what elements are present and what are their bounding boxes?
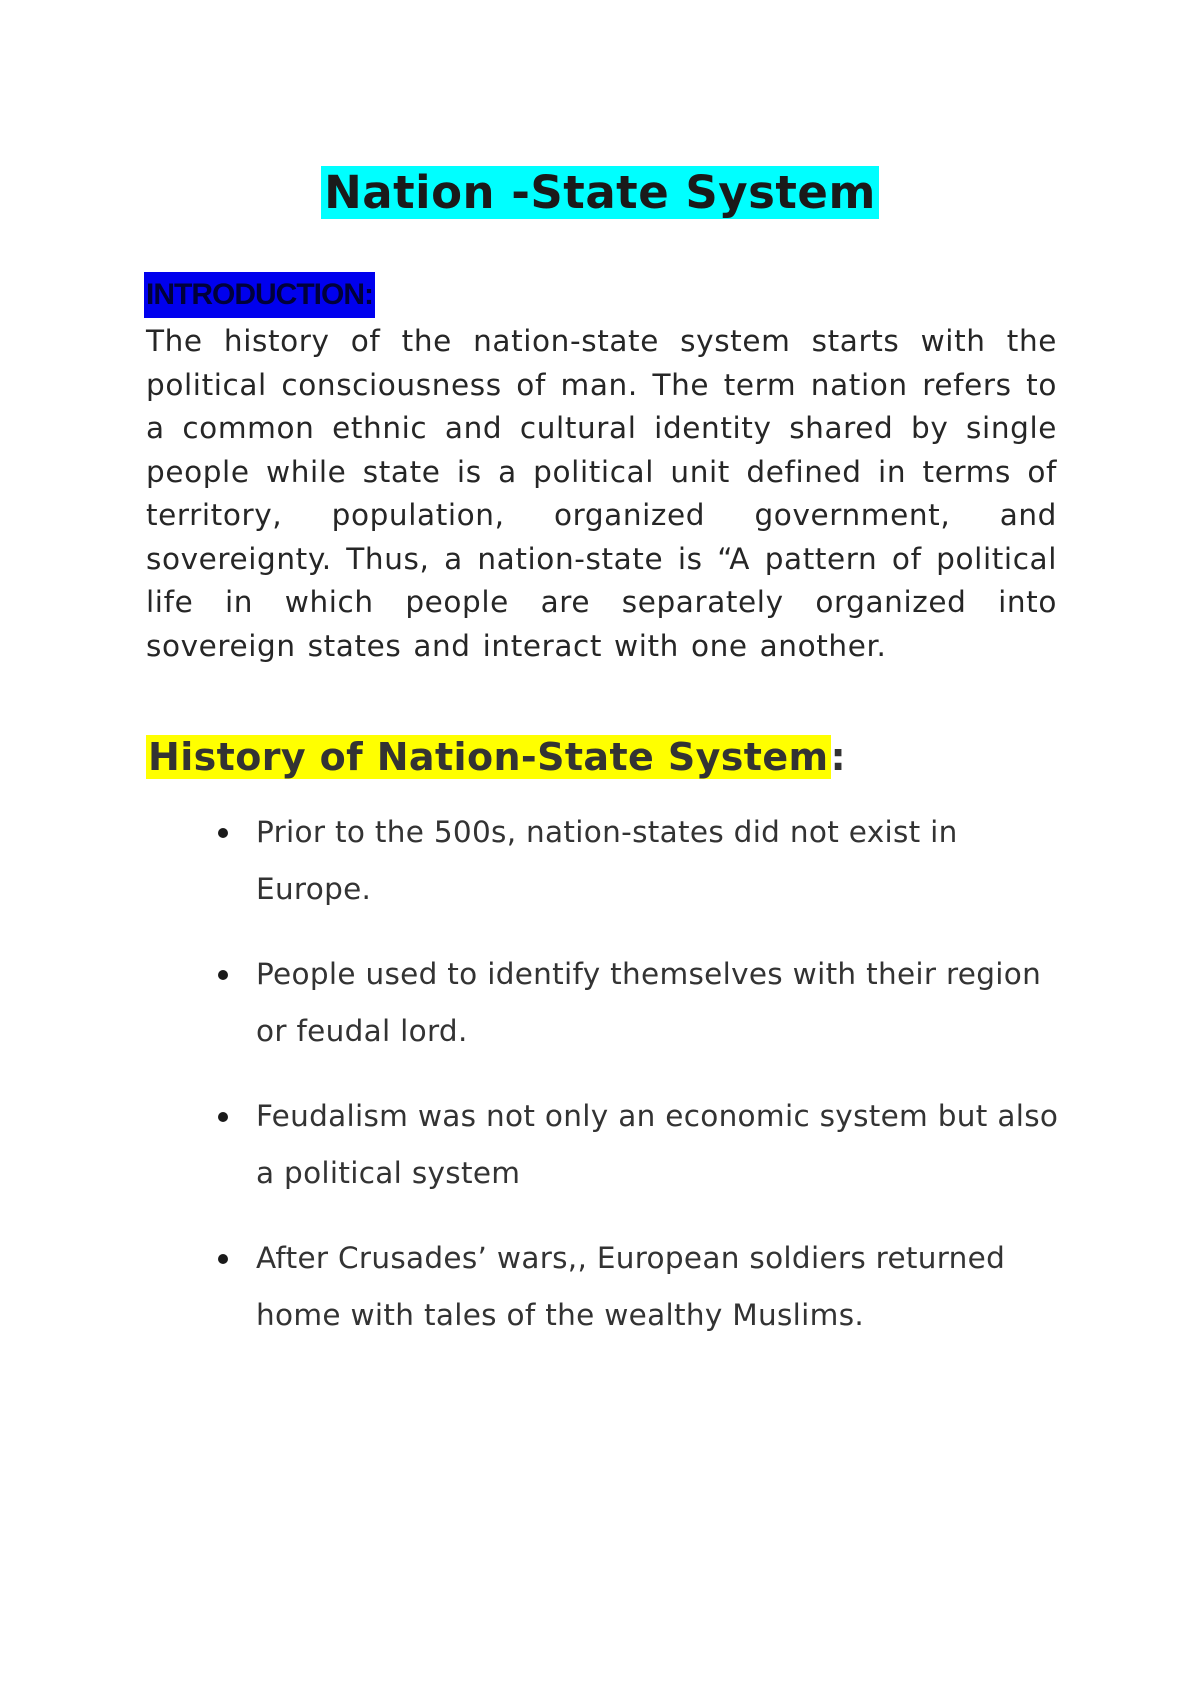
history-bullet-list	[146, 804, 1066, 1372]
list-item	[146, 1230, 1066, 1344]
history-heading-colon: :	[830, 735, 847, 779]
bullet-text: After Crusades’ wars,, European soldiers returned home with tales of the wealthy Muslims.	[256, 1241, 1006, 1332]
bullet-text: Feudalism was not only an economic system but also a political system	[256, 1099, 1059, 1190]
bullet-icon	[218, 828, 228, 838]
list-item	[146, 804, 1066, 918]
bullet-icon	[218, 1254, 228, 1264]
introduction-paragraph: The history of the nation-state system starts with the political consciousness of man. The term nation refers to a common ethnic and cultural identity shared by single people while state is a political unit defined in terms of territory, population, organized government, and sovereignty. Thus, a nation-state is “A pattern of political life in which people are separately organized into sovereign states and interact with one another.	[146, 324, 1057, 663]
list-item	[146, 946, 1066, 1060]
document-title: Nation -State System	[321, 166, 879, 219]
bullet-text: People used to identify themselves with their region or feudal lord.	[256, 957, 1042, 1048]
history-heading-text: History of Nation-State System	[148, 735, 829, 779]
title-container	[0, 164, 1200, 222]
introduction-label: INTRODUCTION:	[144, 272, 375, 318]
list-item	[146, 1088, 1066, 1202]
bullet-icon	[218, 970, 228, 980]
bullet-icon	[218, 1112, 228, 1122]
bullet-text: Prior to the 500s, nation-states did not exist in Europe.	[256, 815, 958, 906]
history-heading	[146, 732, 846, 782]
